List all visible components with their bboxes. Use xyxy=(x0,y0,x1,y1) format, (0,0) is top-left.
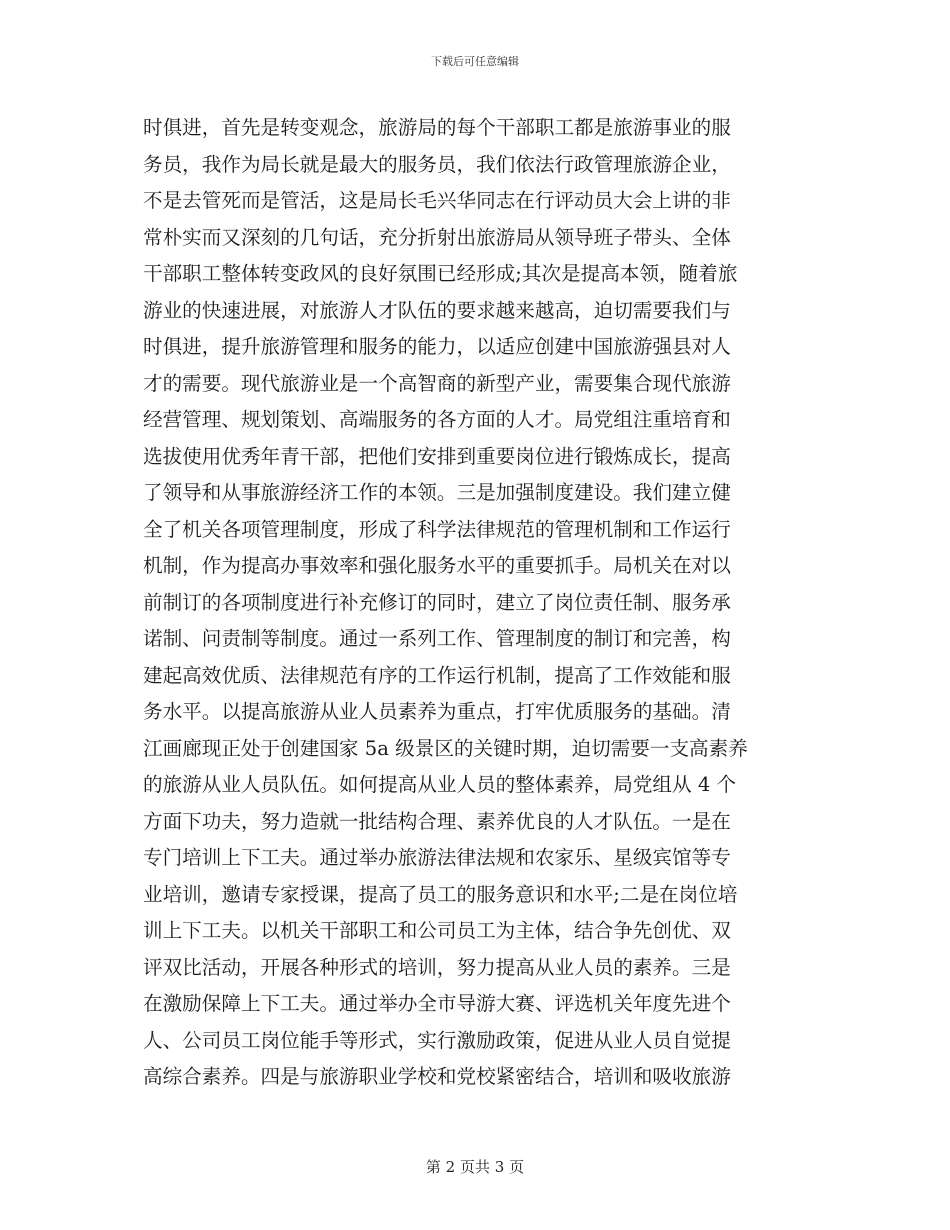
text-line: 的旅游从业人员队伍。如何提高从业人员的整体素养，局党组从 4 个 xyxy=(143,773,737,796)
text-line: 训上下工夫。以机关干部职工和公司员工为主体，结合争先创优、双 xyxy=(143,919,731,942)
text-line: 时俱进，提升旅游管理和服务的能力，以适应创建中国旅游强县对人 xyxy=(143,335,731,358)
text-line: 人、公司员工岗位能手等形式，实行激励政策，促进从业人员自觉提 xyxy=(143,1028,731,1052)
text-line: 常朴实而又深刻的几句话，充分折射出旅游局从领导班子带头、全体 xyxy=(143,225,731,249)
text-line: 前制订的各项制度进行补充修订的同时，建立了岗位责任制、服务承 xyxy=(143,590,731,614)
text-line: 机制，作为提高办事效率和强化服务水平的重要抓手。局机关在对以 xyxy=(143,554,731,577)
text-line: 干部职工整体转变政风的良好氛围已经形成;其次是提高本领，随着旅 xyxy=(143,262,738,285)
text-line: 在激励保障上下工夫。通过举办全市导游大赛、评选机关年度先进个 xyxy=(143,992,731,1015)
text-line: 专门培训上下工夫。通过举办旅游法律法规和农家乐、星级宾馆等专 xyxy=(143,846,731,869)
text-line: 全了机关各项管理制度，形成了科学法律规范的管理机制和工作运行 xyxy=(143,517,731,541)
text-line: 选拔使用优秀年青干部，把他们安排到重要岗位进行锻炼成长，提高 xyxy=(143,444,731,468)
text-line: 经营管理、规划策划、高端服务的各方面的人才。局党组注重培育和 xyxy=(143,408,731,431)
text-line: 评双比活动，开展各种形式的培训，努力提高从业人员的素养。三是 xyxy=(143,955,731,979)
text-line: 务水平。以提高旅游从业人员素养为重点，打牢优质服务的基础。清 xyxy=(143,700,731,723)
text-line: 不是去管死而是管活，这是局长毛兴华同志在行评动员大会上讲的非 xyxy=(143,189,731,212)
text-line: 诺制、问责制等制度。通过一系列工作、管理制度的制订和完善，构 xyxy=(143,627,731,650)
text-line: 业培训，邀请专家授课，提高了员工的服务意识和水平;二是在岗位培 xyxy=(143,882,738,906)
text-line: 江画廊现正处于创建国家 5a 级景区的关键时期，迫切需要一支高素养 xyxy=(143,736,748,760)
text-line: 游业的快速进展，对旅游人才队伍的要求越来越高，迫切需要我们与 xyxy=(143,298,731,322)
text-line: 时俱进，首先是转变观念，旅游局的每个干部职工都是旅游事业的服 xyxy=(143,116,731,139)
text-line: 了领导和从事旅游经济工作的本领。三是加强制度建设。我们建立健 xyxy=(143,481,731,504)
text-line: 务员，我作为局长就是最大的服务员，我们依法行政管理旅游企业， xyxy=(143,152,731,176)
body-text xyxy=(143,110,807,1115)
text-line: 建起高效优质、法律规范有序的工作运行机制，提高了工作效能和服 xyxy=(143,663,731,687)
text-line: 才的需要。现代旅游业是一个高智商的新型产业，需要集合现代旅游 xyxy=(143,371,731,395)
page-footer: 第 2 页共 3 页 xyxy=(425,1158,525,1176)
text-line: 方面下功夫，努力造就一批结构合理、素养优良的人才队伍。一是在 xyxy=(143,809,731,833)
text-line: 高综合素养。四是与旅游职业学校和党校紧密结合，培训和吸收旅游 xyxy=(143,1065,731,1088)
page-header: 下载后可任意编辑 xyxy=(431,55,519,68)
